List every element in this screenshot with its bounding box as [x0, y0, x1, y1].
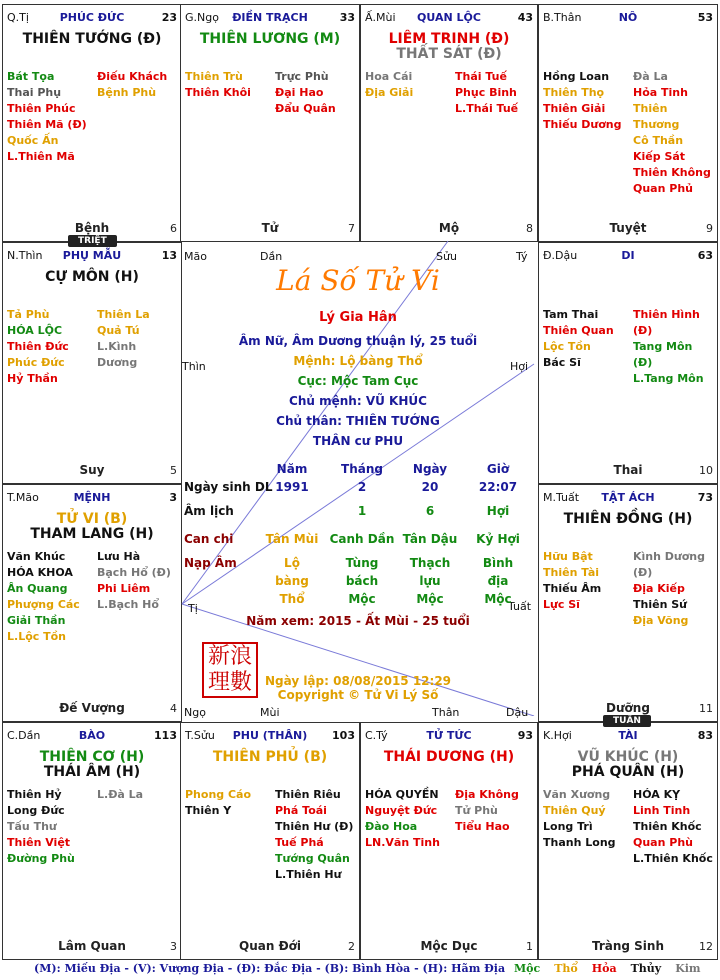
palace-thin — [2, 242, 182, 484]
palace-branch: C.Dần — [7, 729, 41, 742]
palace-stage: Bệnh — [74, 221, 110, 235]
legend-element: Kim — [675, 962, 701, 975]
person-name: Lý Gia Hân — [319, 310, 397, 325]
palace-stage: Tràng Sinh — [591, 939, 665, 953]
palace-name: ĐIỀN TRẠCH — [232, 11, 308, 24]
star: Tuế Phá — [275, 836, 324, 849]
col-header: Năm — [276, 462, 308, 476]
star: Thiên Khôi — [185, 86, 251, 99]
star: HÓA LỘC — [7, 324, 63, 337]
star: Bát Tọa — [7, 70, 55, 83]
star: Nguyệt Đức — [365, 804, 438, 817]
star: Thiếu Âm — [543, 582, 602, 595]
palace-branch: T.Sửu — [185, 729, 215, 742]
corner-dan: Dần — [260, 250, 283, 263]
star: Phong Cáo — [185, 788, 252, 801]
center-panel — [180, 238, 536, 719]
palace-name: TÀI — [618, 729, 638, 742]
palace-name: MỆNH — [73, 491, 111, 504]
star: Thiên Khốc — [633, 820, 702, 833]
star: L.Thiên Mã — [7, 150, 75, 163]
palace-number: 23 — [161, 11, 177, 24]
star: Địa Kiếp — [633, 582, 685, 595]
palace-branch: Ấ.Mùi — [365, 11, 396, 24]
row-label: Âm lịch — [184, 504, 234, 518]
star: Lực Sĩ — [543, 598, 580, 611]
chart-title: Lá Số Tử Vi — [276, 264, 440, 297]
row-label: Ngày sinh DL — [184, 480, 273, 494]
palace-stage: Tử — [261, 221, 279, 235]
palace-name: BÀO — [78, 729, 106, 742]
menh-line: Mệnh: Lộ bàng Thổ — [293, 354, 423, 368]
corner-hoi: Hợi — [510, 360, 529, 373]
nap-am-value: Lộ — [284, 556, 300, 570]
star: Thiên Quý — [543, 804, 606, 817]
palace-dau — [538, 242, 718, 484]
star: Thiên La — [97, 308, 150, 321]
palace-index: 9 — [706, 222, 713, 235]
palace-header — [7, 11, 177, 27]
star: Bác Sĩ — [543, 356, 581, 369]
palace-index: 1 — [526, 940, 533, 953]
star: Tướng Quân — [275, 852, 350, 865]
star: Long Đức — [7, 804, 65, 817]
palace-mui — [360, 4, 538, 242]
star: Lưu Hà — [97, 550, 141, 563]
nap-am-value: địa — [487, 574, 509, 588]
ngay-sinh-value: 22:07 — [478, 480, 518, 494]
palace-branch: Q.Tị — [7, 11, 29, 24]
chu-than-line: Chủ thân: THIÊN TƯỚNG — [276, 414, 440, 428]
palace-number: 43 — [517, 11, 533, 24]
star: HÓA QUYỀN — [365, 788, 439, 801]
star: Thiên Riêu — [275, 788, 341, 801]
star: Tả Phù — [7, 308, 50, 321]
ngay-sinh-value: 20 — [421, 480, 439, 494]
star: Thiên Thương — [633, 102, 680, 131]
main-star: CỰ MÔN (H) — [45, 269, 139, 285]
star: Kiếp Sát — [633, 150, 686, 163]
corner-mui: Mùi — [260, 706, 280, 719]
star: Địa Không — [455, 788, 519, 801]
nap-am-value: Mộc — [348, 592, 376, 606]
palace-number: 103 — [332, 729, 355, 742]
am-lich-value: 1 — [357, 504, 367, 518]
palace-index: 12 — [699, 940, 713, 953]
col-header: Tháng — [341, 462, 383, 476]
palace-header — [7, 249, 177, 265]
palace-number: 33 — [339, 11, 355, 24]
palace-ngo — [180, 4, 360, 242]
main-star: THIÊN LƯƠNG (M) — [199, 31, 341, 47]
main-star: THIÊN CƠ (H) — [39, 749, 145, 765]
star: Thai Phụ — [7, 86, 62, 99]
palace-than — [538, 4, 718, 242]
palace-branch: K.Hợi — [543, 729, 572, 742]
palace-name: NÔ — [618, 11, 638, 24]
palace-mao — [2, 484, 182, 722]
palace-suu — [180, 722, 360, 960]
main-star: THIÊN ĐỒNG (H) — [563, 511, 693, 527]
palace-header — [7, 491, 177, 507]
than-cu-line: THÂN cư PHU — [312, 434, 404, 448]
palace-branch: Đ.Dậu — [543, 249, 578, 262]
corner-suu: Sửu — [436, 250, 457, 263]
star: Tiểu Hao — [455, 820, 510, 833]
star: Quan Phù — [633, 836, 693, 849]
star: Lộc Tồn — [543, 340, 591, 353]
star: Quan Phủ — [633, 182, 693, 195]
palace-index: 10 — [699, 464, 713, 477]
palace-stage: Lâm Quan — [58, 939, 126, 953]
star: Hoa Cái — [365, 70, 413, 83]
palace-tuat — [538, 484, 718, 722]
legend-element: Mộc — [514, 962, 541, 975]
star: Địa Giải — [365, 86, 414, 99]
star: Thiên Giải — [543, 102, 606, 115]
palace-number: 83 — [697, 729, 713, 742]
star: Hỷ Thần — [7, 372, 58, 385]
nap-am-value: Mộc — [484, 592, 512, 606]
star: Bạch Hổ (Đ) — [97, 566, 171, 579]
nap-am-value: Thạch — [409, 556, 451, 570]
palace-header — [7, 729, 177, 745]
star: Thiếu Dương — [543, 118, 622, 131]
star: Thiên Phúc — [7, 102, 76, 115]
palace-index: 7 — [348, 222, 355, 235]
can-chi-value: Tân Dậu — [402, 532, 458, 546]
palace-stage: Dưỡng — [606, 701, 650, 715]
main-star: LIÊM TRINH (Đ) — [388, 31, 510, 47]
copyright-line: Copyright © Tử Vi Lý Số — [277, 688, 439, 702]
nap-am-value: Bình — [482, 556, 514, 570]
palace-header — [543, 11, 713, 27]
star: Phượng Các — [7, 598, 80, 611]
star: Địa Võng — [633, 614, 689, 627]
main-star: THAM LANG (H) — [30, 526, 154, 542]
palace-stage: Mộ — [438, 221, 460, 235]
can-chi-value: Canh Dần — [329, 532, 395, 546]
main-star: THÁI ÂM (H) — [43, 764, 141, 780]
palace-header — [365, 11, 533, 27]
nap-am-value: lựu — [419, 574, 441, 588]
legend-element: Thổ — [554, 962, 578, 975]
star: Tấu Thư — [7, 820, 57, 833]
star: Thái Tuế — [455, 70, 507, 83]
ngay-lap-line: Ngày lập: 08/08/2015 12:29 — [264, 674, 452, 688]
palace-branch: B.Thân — [543, 11, 582, 24]
star: Quả Tú — [97, 324, 140, 337]
star: Văn Xương — [543, 788, 611, 801]
corner-ti: Tị — [188, 602, 198, 615]
palace-name: TẬT ÁCH — [601, 491, 655, 504]
am-lich-value: 6 — [425, 504, 435, 518]
star: Long Trì — [543, 820, 593, 833]
ngay-sinh-value: 1991 — [275, 480, 309, 494]
star: Thiên Trù — [185, 70, 243, 83]
corner-ty: Tý — [516, 250, 528, 263]
palace-name: PHÚC ĐỨC — [59, 11, 125, 24]
star: Thiên Hình (Đ) — [633, 308, 700, 337]
tuan-tag: TUẦN — [603, 715, 651, 727]
seal-stamp: 新 浪 理 數 — [202, 642, 258, 698]
palace-number: 73 — [697, 491, 713, 504]
star: Ân Quang — [7, 582, 68, 595]
star: L.Tang Môn — [633, 372, 704, 385]
palace-stage: Mộc Dục — [420, 939, 478, 953]
star: Thiên Hỷ — [7, 788, 62, 801]
palace-hoi — [538, 722, 718, 960]
palace-header — [365, 729, 533, 745]
col-header: Giờ — [486, 462, 510, 476]
star: Thiên Không — [633, 166, 711, 179]
palace-stage: Đế Vượng — [59, 701, 125, 715]
palace-ty — [360, 722, 538, 960]
palace-header — [185, 729, 355, 745]
star: Đẩu Quân — [275, 102, 336, 115]
main-star: PHÁ QUÂN (H) — [571, 764, 685, 780]
nap-am-value: Thổ — [279, 592, 305, 606]
palace-index: 4 — [170, 702, 177, 715]
legend-bar — [0, 962, 720, 978]
palace-branch: G.Ngọ — [185, 11, 219, 24]
palace-index: 6 — [170, 222, 177, 235]
star: Đào Hoa — [365, 820, 418, 833]
star: Thiên Việt — [7, 836, 71, 849]
palace-name: PHU (THÂN) — [232, 729, 308, 742]
palace-header — [543, 491, 713, 507]
am-lich-value: Hợi — [486, 504, 510, 518]
star: LN.Văn Tinh — [365, 836, 440, 849]
col-header: Ngày — [412, 462, 448, 476]
legend-text: (M): Miếu Địa - (V): Vượng Địa - (Đ): Đắc Địa - (B): Bình Hòa - (H): Hãm Địa — [34, 962, 506, 975]
star: Điếu Khách — [97, 70, 168, 83]
palace-index: 2 — [348, 940, 355, 953]
star: Linh Tinh — [633, 804, 691, 817]
star: Quốc Ấn — [7, 134, 59, 147]
palace-stage: Quan Đới — [239, 939, 301, 953]
star: Phá Toái — [275, 804, 327, 817]
star: L.Thiên Khốc — [633, 852, 713, 865]
star: Đường Phù — [7, 852, 75, 865]
main-star: THIÊN PHỦ (B) — [212, 749, 328, 765]
row-label: Can chi — [184, 532, 234, 546]
star: Thiên Mã (Đ) — [7, 118, 87, 131]
palace-header — [543, 249, 713, 265]
nap-am-value: Tùng — [345, 556, 379, 570]
nap-am-value: Mộc — [416, 592, 444, 606]
nap-am-value: bách — [345, 574, 379, 588]
star: Cô Thần — [633, 134, 684, 147]
star: Tang Môn (Đ) — [633, 340, 693, 369]
palace-name: PHỤ MẪU — [62, 249, 122, 262]
gender-line: Âm Nữ, Âm Dương thuận lý, 25 tuổi — [238, 334, 478, 348]
star: Hồng Loan — [543, 70, 610, 83]
nam-xem-line: Năm xem: 2015 - Ất Mùi - 25 tuổi — [246, 614, 470, 628]
star: HÓA KỴ — [633, 788, 681, 801]
star: Thiên Quan — [543, 324, 614, 337]
star: Văn Khúc — [7, 550, 66, 563]
palace-branch: N.Thìn — [7, 249, 43, 262]
main-star: THẤT SÁT (Đ) — [396, 46, 502, 62]
star: Phục Binh — [455, 86, 517, 99]
main-star: TỬ VI (B) — [56, 511, 128, 527]
star: Hữu Bật — [543, 550, 593, 563]
corner-ngo: Ngọ — [184, 706, 206, 719]
star: Đà La — [633, 70, 668, 83]
main-star: VŨ KHÚC (H) — [577, 749, 679, 765]
ngay-sinh-value: 2 — [357, 480, 367, 494]
palace-number: 113 — [154, 729, 177, 742]
corner-tuat: Tuất — [508, 600, 532, 613]
legend-element: Hỏa — [591, 962, 617, 975]
star: Thiên Đức — [7, 340, 69, 353]
star: Tam Thai — [543, 308, 599, 321]
palace-header — [543, 729, 713, 745]
star: L.Đà La — [97, 788, 144, 801]
star: Bệnh Phù — [97, 86, 157, 99]
cuc-line: Cục: Mộc Tam Cục — [297, 374, 419, 388]
palace-index: 3 — [170, 940, 177, 953]
star: Hỏa Tinh — [633, 86, 688, 99]
palace-name: DI — [621, 249, 635, 262]
star: L.Bạch Hổ — [97, 598, 159, 611]
palace-name: TỬ TỨC — [426, 729, 472, 742]
star: Kình Dương (Đ) — [633, 550, 706, 579]
can-chi-value: Tân Mùi — [265, 532, 319, 546]
star: Phi Liêm — [97, 582, 151, 595]
star: Thiên Tài — [543, 566, 600, 579]
palace-number: 93 — [517, 729, 533, 742]
star: L.Thiên Hư — [275, 868, 342, 881]
palace-number: 63 — [697, 249, 713, 262]
palace-index: 11 — [699, 702, 713, 715]
nap-am-value: bàng — [275, 574, 309, 588]
star: L.Lộc Tồn — [7, 630, 66, 643]
palace-branch: T.Mão — [7, 491, 39, 504]
star: L.Thái Tuế — [455, 102, 519, 115]
corner-than: Thân — [432, 706, 460, 719]
palace-stage: Thai — [613, 463, 643, 477]
star: Phúc Đức — [7, 356, 65, 369]
palace-dan — [2, 722, 182, 960]
star: Thiên Y — [185, 804, 232, 817]
can-chi-value: Kỷ Hợi — [476, 532, 520, 546]
palace-number: 13 — [161, 249, 177, 262]
palace-index: 8 — [526, 222, 533, 235]
star: Trực Phù — [275, 70, 329, 83]
star: Tử Phù — [455, 804, 498, 817]
legend-element: Thủy — [630, 962, 662, 975]
row-label: Nạp Âm — [184, 556, 237, 570]
corner-dau: Dậu — [506, 706, 529, 719]
palace-index: 5 — [170, 464, 177, 477]
star: L.Kình Dương — [97, 340, 138, 369]
star: Thiên Sứ — [633, 598, 687, 611]
triet-tag: TRIỆT — [68, 235, 117, 247]
palace-ti — [2, 4, 182, 242]
main-star: THIÊN TƯỚNG (Đ) — [22, 31, 162, 47]
palace-stage: Tuyệt — [609, 221, 647, 235]
corner-thin: Thìn — [182, 360, 206, 373]
star: Thanh Long — [543, 836, 616, 849]
palace-branch: M.Tuất — [543, 491, 580, 504]
main-star: THÁI DƯƠNG (H) — [383, 749, 515, 765]
palace-number: 53 — [697, 11, 713, 24]
palace-branch: C.Tý — [365, 729, 388, 742]
chu-menh-line: Chủ mệnh: VŨ KHÚC — [289, 394, 427, 408]
palace-name: QUAN LỘC — [417, 11, 481, 24]
palace-header — [185, 11, 355, 27]
star: Thiên Thọ — [543, 86, 605, 99]
palace-stage: Suy — [79, 463, 105, 477]
star: Thiên Hư (Đ) — [275, 820, 354, 833]
palace-number: 3 — [169, 491, 177, 504]
star: Đại Hao — [275, 86, 324, 99]
corner-mao: Mão — [184, 250, 207, 263]
star: Giải Thần — [7, 614, 66, 627]
star: HÓA KHOA — [7, 566, 73, 579]
